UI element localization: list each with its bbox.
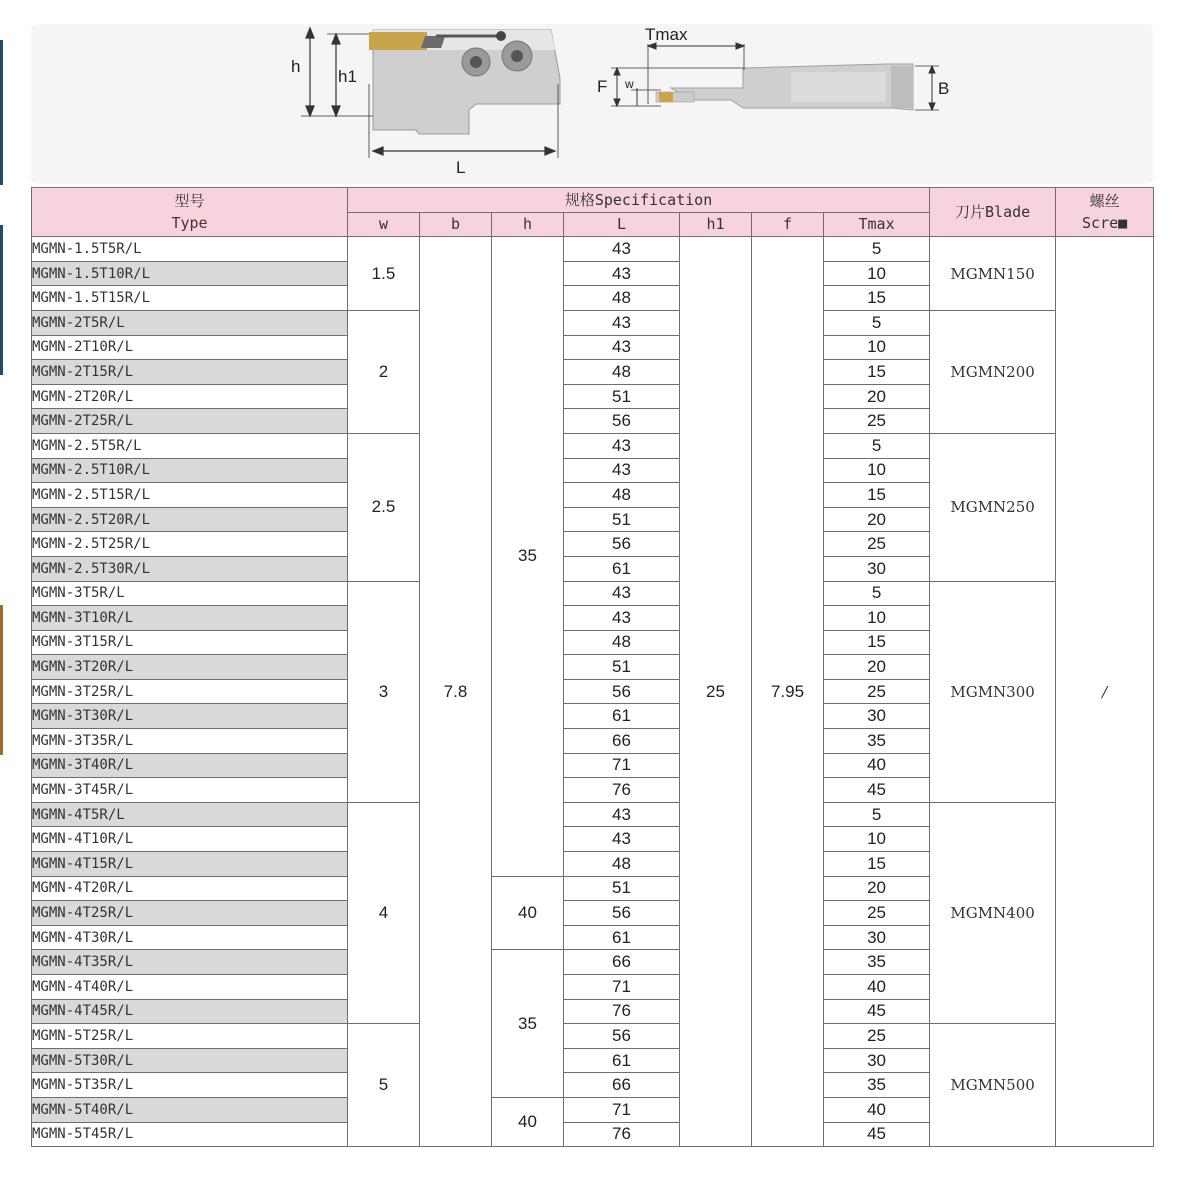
tmax-cell: 25 bbox=[824, 409, 930, 434]
L-cell: 56 bbox=[564, 1024, 680, 1049]
blade-cell: MGMN250 bbox=[930, 433, 1056, 581]
type-cell: MGMN-4T10R/L bbox=[32, 827, 348, 852]
tmax-cell: 40 bbox=[824, 975, 930, 1000]
header-w: w bbox=[348, 212, 420, 237]
tmax-cell: 35 bbox=[824, 950, 930, 975]
tmax-cell: 35 bbox=[824, 1073, 930, 1098]
spec-table-body bbox=[32, 237, 1154, 1147]
type-cell: MGMN-4T5R/L bbox=[32, 802, 348, 827]
blade-cell: MGMN150 bbox=[930, 237, 1056, 311]
tmax-cell: 25 bbox=[824, 532, 930, 557]
h1-cell: 25 bbox=[680, 237, 752, 1147]
header-h: h bbox=[492, 212, 564, 237]
type-cell: MGMN-3T25R/L bbox=[32, 679, 348, 704]
tmax-cell: 5 bbox=[824, 433, 930, 458]
label-b: B bbox=[938, 79, 950, 98]
type-cell: MGMN-2.5T15R/L bbox=[32, 483, 348, 508]
type-cell: MGMN-2.5T30R/L bbox=[32, 556, 348, 581]
type-cell: MGMN-2T20R/L bbox=[32, 384, 348, 409]
table-row bbox=[32, 802, 1154, 827]
L-cell: 43 bbox=[564, 581, 680, 606]
L-cell: 61 bbox=[564, 1048, 680, 1073]
tmax-cell: 15 bbox=[824, 286, 930, 311]
label-L: L bbox=[456, 158, 466, 177]
L-cell: 43 bbox=[564, 310, 680, 335]
header-screw bbox=[1056, 188, 1154, 237]
blade-cell: MGMN200 bbox=[930, 310, 1056, 433]
L-cell: 66 bbox=[564, 1073, 680, 1098]
type-cell: MGMN-4T15R/L bbox=[32, 852, 348, 877]
h-cell: 40 bbox=[492, 1097, 564, 1146]
type-cell: MGMN-4T30R/L bbox=[32, 925, 348, 950]
L-cell: 48 bbox=[564, 483, 680, 508]
type-cell: MGMN-3T20R/L bbox=[32, 655, 348, 680]
blade-cell: MGMN500 bbox=[930, 1024, 1056, 1147]
L-cell: 43 bbox=[564, 606, 680, 631]
tmax-cell: 15 bbox=[824, 852, 930, 877]
tmax-cell: 40 bbox=[824, 1097, 930, 1122]
blade-cell: MGMN300 bbox=[930, 581, 1056, 802]
L-cell: 76 bbox=[564, 1122, 680, 1147]
header-b: b bbox=[420, 212, 492, 237]
type-cell: MGMN-5T45R/L bbox=[32, 1122, 348, 1147]
tmax-cell: 20 bbox=[824, 876, 930, 901]
label-h1: h1 bbox=[338, 67, 357, 86]
type-cell: MGMN-3T10R/L bbox=[32, 606, 348, 631]
w-cell: 1.5 bbox=[348, 237, 420, 311]
tmax-cell: 45 bbox=[824, 1122, 930, 1147]
table-row bbox=[32, 581, 1154, 606]
blade-cell: MGMN400 bbox=[930, 802, 1056, 1023]
header-blade: 刀片Blade bbox=[930, 188, 1056, 237]
type-cell: MGMN-1.5T15R/L bbox=[32, 286, 348, 311]
type-cell: MGMN-2T5R/L bbox=[32, 310, 348, 335]
dim-h bbox=[301, 28, 373, 116]
label-f: F bbox=[597, 77, 608, 96]
tmax-cell: 20 bbox=[824, 655, 930, 680]
tmax-cell: 20 bbox=[824, 507, 930, 532]
L-cell: 71 bbox=[564, 753, 680, 778]
L-cell: 56 bbox=[564, 532, 680, 557]
tmax-cell: 45 bbox=[824, 778, 930, 803]
type-cell: MGMN-5T25R/L bbox=[32, 1024, 348, 1049]
insert-shape bbox=[369, 32, 427, 50]
type-cell: MGMN-3T15R/L bbox=[32, 630, 348, 655]
header-tmax: Tmax bbox=[824, 212, 930, 237]
L-cell: 66 bbox=[564, 950, 680, 975]
type-cell: MGMN-2.5T25R/L bbox=[32, 532, 348, 557]
L-cell: 43 bbox=[564, 335, 680, 360]
tmax-cell: 5 bbox=[824, 581, 930, 606]
table-row bbox=[32, 310, 1154, 335]
L-cell: 43 bbox=[564, 433, 680, 458]
holder-top-view bbox=[656, 64, 913, 110]
tmax-cell: 45 bbox=[824, 999, 930, 1024]
L-cell: 43 bbox=[564, 237, 680, 262]
type-cell: MGMN-3T35R/L bbox=[32, 729, 348, 754]
L-cell: 43 bbox=[564, 802, 680, 827]
edge-mark-blue-2 bbox=[0, 225, 3, 375]
type-cell: MGMN-3T45R/L bbox=[32, 778, 348, 803]
header-spec: 规格Specification bbox=[348, 188, 930, 213]
w-cell: 3 bbox=[348, 581, 420, 802]
L-cell: 56 bbox=[564, 679, 680, 704]
tmax-cell: 10 bbox=[824, 606, 930, 631]
tool-diagram bbox=[31, 24, 1153, 184]
L-cell: 43 bbox=[564, 827, 680, 852]
tmax-cell: 40 bbox=[824, 753, 930, 778]
table-row bbox=[32, 237, 1154, 262]
L-cell: 51 bbox=[564, 507, 680, 532]
table-row bbox=[32, 433, 1154, 458]
h-cell: 35 bbox=[492, 950, 564, 1098]
L-cell: 48 bbox=[564, 286, 680, 311]
L-cell: 76 bbox=[564, 999, 680, 1024]
tmax-cell: 5 bbox=[824, 802, 930, 827]
header-type bbox=[32, 188, 348, 237]
type-cell: MGMN-5T30R/L bbox=[32, 1048, 348, 1073]
type-cell: MGMN-2.5T20R/L bbox=[32, 507, 348, 532]
tmax-cell: 10 bbox=[824, 261, 930, 286]
w-cell: 5 bbox=[348, 1024, 420, 1147]
type-cell: MGMN-3T40R/L bbox=[32, 753, 348, 778]
L-cell: 51 bbox=[564, 384, 680, 409]
tmax-cell: 20 bbox=[824, 384, 930, 409]
h-cell: 40 bbox=[492, 876, 564, 950]
type-cell: MGMN-4T20R/L bbox=[32, 876, 348, 901]
tmax-cell: 10 bbox=[824, 335, 930, 360]
type-cell: MGMN-2.5T5R/L bbox=[32, 433, 348, 458]
tmax-cell: 15 bbox=[824, 483, 930, 508]
edge-mark-blue bbox=[0, 40, 3, 185]
tmax-cell: 25 bbox=[824, 1024, 930, 1049]
L-cell: 66 bbox=[564, 729, 680, 754]
L-cell: 71 bbox=[564, 975, 680, 1000]
holder-side-view bbox=[369, 30, 560, 134]
type-cell: MGMN-5T35R/L bbox=[32, 1073, 348, 1098]
L-cell: 61 bbox=[564, 925, 680, 950]
tmax-cell: 15 bbox=[824, 630, 930, 655]
header-type-cn: 型号 bbox=[174, 192, 205, 211]
type-cell: MGMN-2T25R/L bbox=[32, 409, 348, 434]
tmax-cell: 30 bbox=[824, 925, 930, 950]
spec-table bbox=[31, 187, 1154, 1147]
L-cell: 61 bbox=[564, 704, 680, 729]
type-cell: MGMN-4T25R/L bbox=[32, 901, 348, 926]
type-cell: MGMN-2.5T10R/L bbox=[32, 458, 348, 483]
tmax-cell: 30 bbox=[824, 1048, 930, 1073]
L-cell: 61 bbox=[564, 556, 680, 581]
screw-hole-icon bbox=[496, 31, 506, 41]
table-row bbox=[32, 1024, 1154, 1049]
L-cell: 48 bbox=[564, 360, 680, 385]
label-w: w bbox=[625, 77, 634, 91]
label-tmax: Tmax bbox=[645, 25, 688, 44]
b-cell: 7.8 bbox=[420, 237, 492, 1147]
f-cell: 7.95 bbox=[752, 237, 824, 1147]
edge-mark-brown bbox=[0, 605, 3, 755]
type-cell: MGMN-1.5T5R/L bbox=[32, 237, 348, 262]
L-cell: 51 bbox=[564, 876, 680, 901]
tmax-cell: 30 bbox=[824, 704, 930, 729]
L-cell: 71 bbox=[564, 1097, 680, 1122]
screw-cell: / bbox=[1056, 237, 1154, 1147]
header-screw-en: Scre■ bbox=[1082, 214, 1128, 233]
tmax-cell: 25 bbox=[824, 679, 930, 704]
type-cell: MGMN-1.5T10R/L bbox=[32, 261, 348, 286]
type-cell: MGMN-3T5R/L bbox=[32, 581, 348, 606]
type-cell: MGMN-2T10R/L bbox=[32, 335, 348, 360]
L-cell: 51 bbox=[564, 655, 680, 680]
tool-diagram-svg bbox=[31, 24, 1153, 184]
type-cell: MGMN-4T45R/L bbox=[32, 999, 348, 1024]
tmax-cell: 10 bbox=[824, 827, 930, 852]
tmax-cell: 15 bbox=[824, 360, 930, 385]
header-f: f bbox=[752, 212, 824, 237]
tmax-cell: 10 bbox=[824, 458, 930, 483]
L-cell: 56 bbox=[564, 409, 680, 434]
L-cell: 43 bbox=[564, 261, 680, 286]
type-cell: MGMN-2T15R/L bbox=[32, 360, 348, 385]
header-type-en: Type bbox=[171, 214, 208, 233]
type-cell: MGMN-4T35R/L bbox=[32, 950, 348, 975]
type-cell: MGMN-5T40R/L bbox=[32, 1097, 348, 1122]
h-cell: 35 bbox=[492, 237, 564, 876]
L-cell: 76 bbox=[564, 778, 680, 803]
label-h: h bbox=[291, 57, 301, 76]
tmax-cell: 35 bbox=[824, 729, 930, 754]
L-cell: 56 bbox=[564, 901, 680, 926]
header-L: L bbox=[564, 212, 680, 237]
L-cell: 43 bbox=[564, 458, 680, 483]
type-cell: MGMN-3T30R/L bbox=[32, 704, 348, 729]
w-cell: 4 bbox=[348, 802, 420, 1023]
type-cell: MGMN-4T40R/L bbox=[32, 975, 348, 1000]
L-cell: 48 bbox=[564, 852, 680, 877]
tmax-cell: 30 bbox=[824, 556, 930, 581]
header-screw-cn: 螺丝 bbox=[1089, 192, 1120, 211]
tmax-cell: 5 bbox=[824, 310, 930, 335]
tmax-cell: 5 bbox=[824, 237, 930, 262]
w-cell: 2 bbox=[348, 310, 420, 433]
L-cell: 48 bbox=[564, 630, 680, 655]
header-h1: h1 bbox=[680, 212, 752, 237]
w-cell: 2.5 bbox=[348, 433, 420, 581]
tmax-cell: 25 bbox=[824, 901, 930, 926]
